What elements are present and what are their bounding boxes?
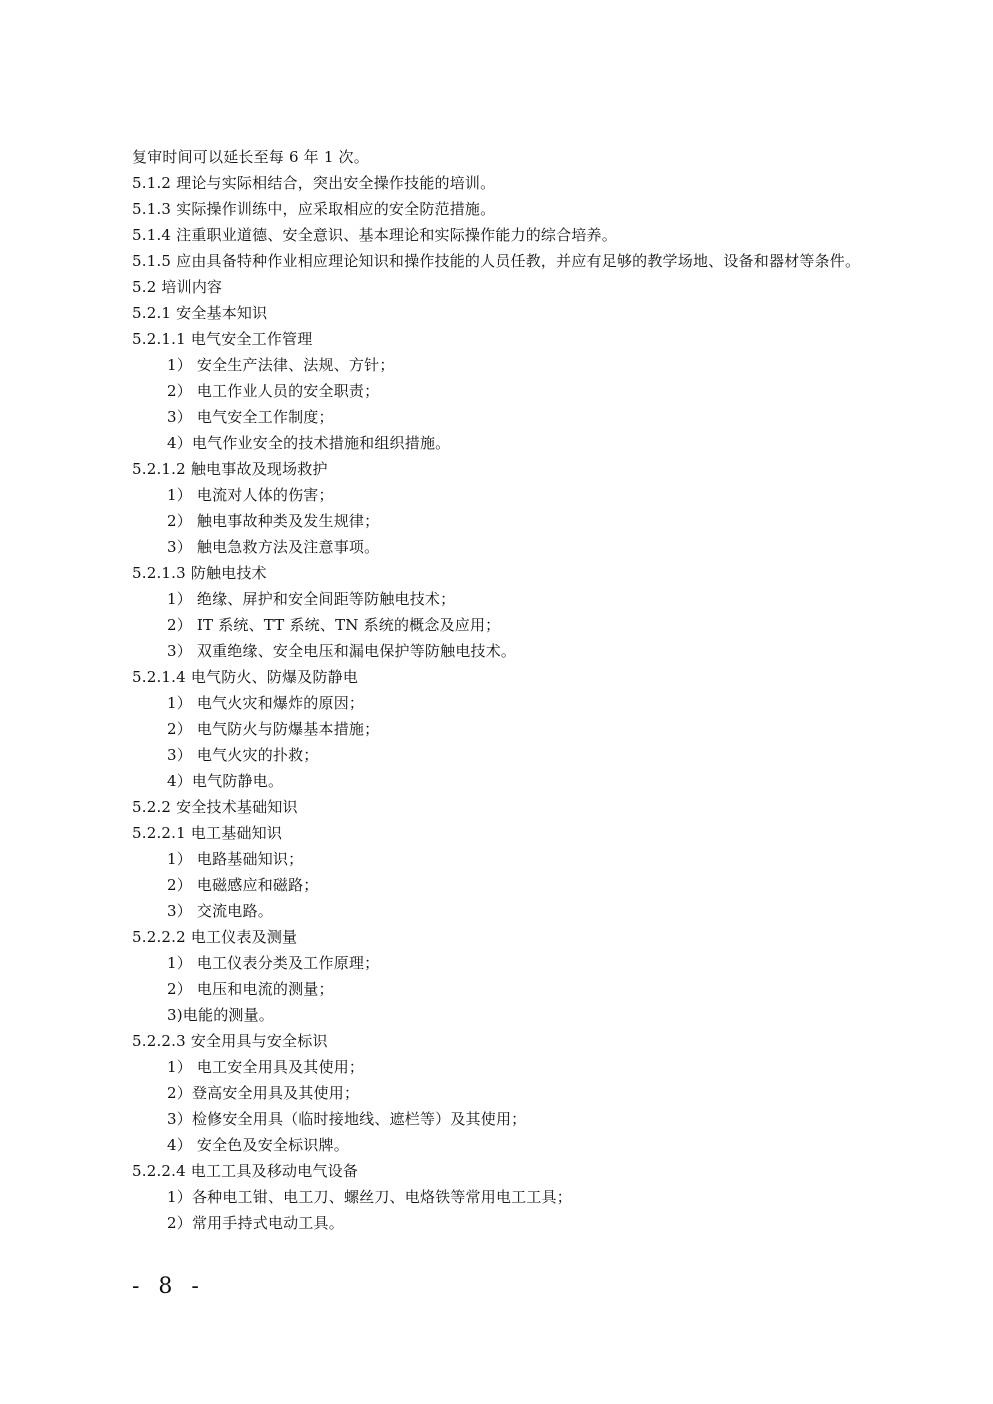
section-5-2-2-3-heading: 5.2.2.3 安全用具与安全标识 bbox=[132, 1032, 328, 1050]
section-5-2-2-2-heading: 5.2.2.2 电工仪表及测量 bbox=[132, 928, 298, 946]
list-item: 2） 电气防火与防爆基本措施； bbox=[167, 720, 380, 738]
section-5-2-2-heading: 5.2.2 安全技术基础知识 bbox=[132, 798, 298, 816]
list-item: 2） 电压和电流的测量； bbox=[167, 980, 334, 998]
section-5-2-2-4-heading: 5.2.2.4 电工工具及移动电气设备 bbox=[132, 1162, 359, 1180]
list-item: 4）电气防静电。 bbox=[167, 772, 284, 790]
list-item: 4） 安全色及安全标识牌。 bbox=[167, 1136, 349, 1154]
section-5-2-1-1-heading: 5.2.1.1 电气安全工作管理 bbox=[132, 330, 313, 348]
list-item: 3） 触电急救方法及注意事项。 bbox=[167, 538, 380, 556]
list-item: 1） 电路基础知识； bbox=[167, 850, 304, 868]
section-5-2-1-4-heading: 5.2.1.4 电气防火、防爆及防静电 bbox=[132, 668, 359, 686]
list-item: 3） 电气火灾的扑救； bbox=[167, 746, 319, 764]
list-item: 2） 触电事故种类及发生规律； bbox=[167, 512, 380, 530]
list-item: 2） IT 系统、TT 系统、TN 系统的概念及应用； bbox=[167, 616, 501, 634]
clause-5-1-4: 5.1.4 注重职业道德、安全意识、基本理论和实际操作能力的综合培养。 bbox=[132, 226, 617, 244]
list-item: 2） 电工作业人员的安全职责； bbox=[167, 382, 380, 400]
list-item: 1）各种电工钳、电工刀、螺丝刀、电烙铁等常用电工工具； bbox=[167, 1188, 572, 1206]
list-item: 3）检修安全用具（临时接地线、遮栏等）及其使用； bbox=[167, 1110, 527, 1128]
list-item: 3） 电气安全工作制度； bbox=[167, 408, 334, 426]
list-item: 2） 电磁感应和磁路； bbox=[167, 876, 319, 894]
list-item: 4）电气作业安全的技术措施和组织措施。 bbox=[167, 434, 451, 452]
page-number: - 8 - bbox=[132, 1274, 205, 1299]
clause-5-1-2: 5.1.2 理论与实际相结合，突出安全操作技能的培训。 bbox=[132, 174, 496, 192]
section-5-2-heading: 5.2 培训内容 bbox=[132, 278, 223, 296]
list-item: 1） 绝缘、屏护和安全间距等防触电技术； bbox=[167, 590, 456, 608]
list-item: 1） 电工仪表分类及工作原理； bbox=[167, 954, 380, 972]
clause-5-1-3: 5.1.3 实际操作训练中，应采取相应的安全防范措施。 bbox=[132, 200, 496, 218]
list-item: 3） 交流电路。 bbox=[167, 902, 273, 920]
document-body bbox=[132, 144, 867, 1236]
section-5-2-2-1-heading: 5.2.2.1 电工基础知识 bbox=[132, 824, 283, 842]
paragraph-line: 复审时间可以延长至每 6 年 1 次。 bbox=[132, 148, 369, 166]
section-5-2-1-heading: 5.2.1 安全基本知识 bbox=[132, 304, 268, 322]
list-item: 2）登高安全用具及其使用； bbox=[167, 1084, 360, 1102]
section-5-2-1-3-heading: 5.2.1.3 防触电技术 bbox=[132, 564, 267, 582]
list-item: 1） 电流对人体的伤害； bbox=[167, 486, 334, 504]
list-item: 1） 电气火灾和爆炸的原因； bbox=[167, 694, 365, 712]
section-5-2-1-2-heading: 5.2.1.2 触电事故及现场救护 bbox=[132, 460, 328, 478]
list-item: 3） 双重绝缘、安全电压和漏电保护等防触电技术。 bbox=[167, 642, 517, 660]
list-item: 1） 安全生产法律、法规、方针； bbox=[167, 356, 395, 374]
clause-5-1-5: 5.1.5 应由具备特种作业相应理论知识和操作技能的人员任教，并应有足够的教学场地、设备和器材等条件。 bbox=[132, 252, 861, 270]
list-item: 1） 电工安全用具及其使用； bbox=[167, 1058, 365, 1076]
list-item: 3)电能的测量。 bbox=[167, 1006, 274, 1024]
list-item: 2）常用手持式电动工具。 bbox=[167, 1214, 344, 1232]
